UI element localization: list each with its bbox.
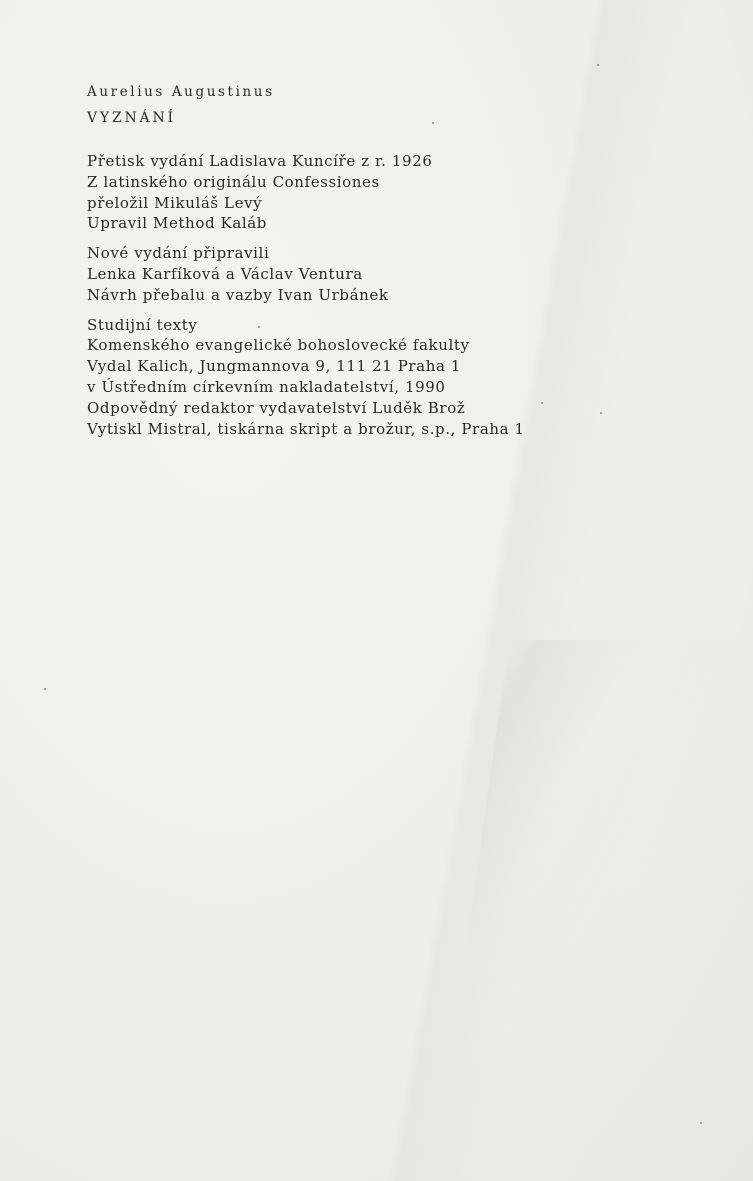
text-line: Návrh přebalu a vazby Ivan Urbánek (87, 285, 389, 304)
text-line: Vydal Kalich, Jungmannova 9, 111 21 Praha 1 (87, 357, 462, 376)
text-line: Odpovědný redaktor vydavatelství Luděk Brož (87, 398, 466, 417)
editors-block (87, 243, 525, 305)
publisher-block (87, 315, 525, 440)
paper-speck (258, 326, 260, 328)
paper-speck (541, 402, 543, 404)
paper-speck (600, 412, 602, 414)
text-line: v Ústředním církevním nakladatelství, 1990 (87, 377, 446, 396)
translation-block (87, 151, 525, 234)
imprint-text (87, 82, 525, 439)
paper-speck (597, 64, 599, 66)
text-line: Vytiskl Mistral, tiskárna skript a brožur, s.p., Praha 1 (87, 419, 525, 438)
text-line: Komenského evangelické bohoslovecké fakulty (87, 336, 470, 355)
text-line: Upravil Method Kaláb (87, 214, 268, 233)
book-title: VYZNÁNÍ (87, 110, 176, 126)
text-line: přeložil Mikuláš Levý (87, 193, 263, 212)
text-line: Nové vydání připravili (87, 244, 270, 263)
text-line: Přetisk vydání Ladislava Kuncíře z r. 1926 (87, 152, 433, 170)
paper-speck (700, 1122, 702, 1124)
text-line: Studijní texty (87, 315, 198, 334)
paper-speck (44, 688, 46, 690)
text-line: Lenka Karfíková a Václav Ventura (87, 264, 363, 283)
author-name: Aurelius Augustinus (87, 84, 275, 100)
paper-fold-shadow (431, 640, 753, 1181)
text-line: Z latinského originálu Confessiones (87, 172, 380, 191)
paper-speck (432, 122, 434, 124)
